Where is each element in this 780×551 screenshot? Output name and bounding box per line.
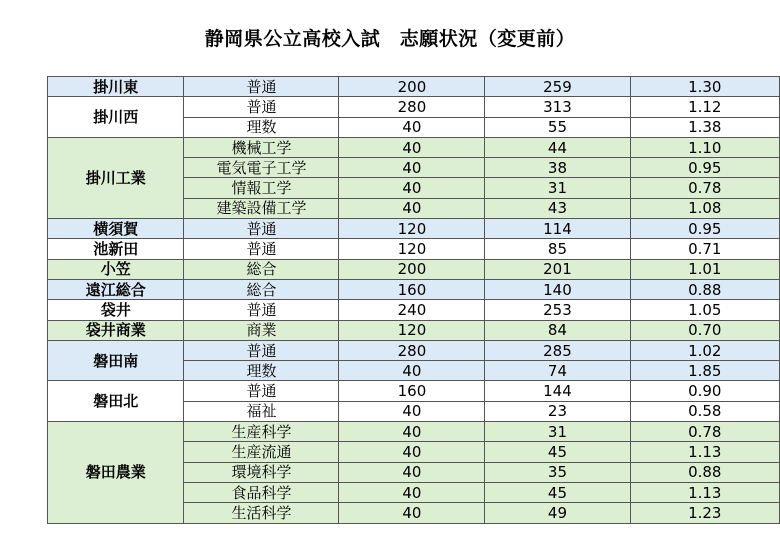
course-cell: 建築設備工学: [184, 198, 339, 218]
ratio-cell: 0.88: [630, 279, 779, 299]
applicants-cell: 201: [485, 259, 630, 279]
applicants-cell: 253: [485, 300, 630, 320]
course-cell: 電気電子工学: [184, 158, 339, 178]
capacity-cell: 280: [339, 97, 485, 117]
course-cell: 総合: [184, 279, 339, 299]
school-name-cell: 掛川工業: [48, 137, 184, 218]
applicants-cell: 313: [485, 97, 630, 117]
school-name-cell: 遠江総合: [48, 279, 184, 299]
course-cell: 普通: [184, 239, 339, 259]
ratio-cell: 1.12: [630, 97, 779, 117]
school-name-cell: 掛川西: [48, 97, 184, 138]
table-row: [48, 279, 780, 299]
table-row: [48, 137, 780, 157]
school-name-cell: 横須賀: [48, 219, 184, 239]
ratio-cell: 0.78: [630, 178, 779, 198]
ratio-cell: 0.70: [630, 320, 779, 340]
table-row: [48, 381, 780, 401]
capacity-cell: 160: [339, 279, 485, 299]
capacity-cell: 200: [339, 77, 485, 97]
school-name-cell: 袋井商業: [48, 320, 184, 340]
capacity-cell: 40: [339, 198, 485, 218]
capacity-cell: 40: [339, 178, 485, 198]
applicants-cell: 44: [485, 137, 630, 157]
ratio-cell: 1.08: [630, 198, 779, 218]
applicants-cell: 31: [485, 422, 630, 442]
ratio-cell: 1.13: [630, 482, 779, 502]
school-name-cell: 磐田南: [48, 340, 184, 381]
capacity-cell: 40: [339, 117, 485, 137]
applicants-cell: 259: [485, 77, 630, 97]
applicants-cell: 85: [485, 239, 630, 259]
capacity-cell: 40: [339, 137, 485, 157]
capacity-cell: 120: [339, 239, 485, 259]
applicants-cell: 55: [485, 117, 630, 137]
ratio-cell: 0.90: [630, 381, 779, 401]
course-cell: 生活科学: [184, 503, 339, 523]
course-cell: 理数: [184, 361, 339, 381]
applicants-cell: 74: [485, 361, 630, 381]
course-cell: 普通: [184, 219, 339, 239]
course-cell: 普通: [184, 340, 339, 360]
ratio-cell: 0.95: [630, 158, 779, 178]
course-cell: 普通: [184, 77, 339, 97]
ratio-cell: 1.23: [630, 503, 779, 523]
applicants-cell: 144: [485, 381, 630, 401]
applicants-cell: 45: [485, 482, 630, 502]
course-cell: 普通: [184, 97, 339, 117]
course-cell: 食品科学: [184, 482, 339, 502]
capacity-cell: 40: [339, 361, 485, 381]
ratio-cell: 1.13: [630, 442, 779, 462]
application-status-table: [47, 76, 780, 524]
course-cell: 普通: [184, 381, 339, 401]
ratio-cell: 0.88: [630, 462, 779, 482]
school-name-cell: 袋井: [48, 300, 184, 320]
ratio-cell: 0.58: [630, 401, 779, 421]
table-row: [48, 219, 780, 239]
table-row: [48, 320, 780, 340]
applicants-cell: 43: [485, 198, 630, 218]
applicants-cell: 23: [485, 401, 630, 421]
course-cell: 機械工学: [184, 137, 339, 157]
course-cell: 福祉: [184, 401, 339, 421]
capacity-cell: 160: [339, 381, 485, 401]
applicants-cell: 31: [485, 178, 630, 198]
course-cell: 普通: [184, 300, 339, 320]
school-name-cell: 掛川東: [48, 77, 184, 97]
course-cell: 環境科学: [184, 462, 339, 482]
table-row: [48, 77, 780, 97]
ratio-cell: 0.78: [630, 422, 779, 442]
school-name-cell: 池新田: [48, 239, 184, 259]
school-name-cell: 磐田北: [48, 381, 184, 422]
capacity-cell: 40: [339, 503, 485, 523]
school-name-cell: 小笠: [48, 259, 184, 279]
capacity-cell: 120: [339, 219, 485, 239]
course-cell: 情報工学: [184, 178, 339, 198]
table-row: [48, 340, 780, 360]
ratio-cell: 1.85: [630, 361, 779, 381]
course-cell: 理数: [184, 117, 339, 137]
applicants-cell: 140: [485, 279, 630, 299]
ratio-cell: 1.05: [630, 300, 779, 320]
table-row: [48, 259, 780, 279]
page-title: 静岡県公立高校入試 志願状況（変更前）: [204, 28, 576, 50]
course-cell: 総合: [184, 259, 339, 279]
capacity-cell: 240: [339, 300, 485, 320]
capacity-cell: 40: [339, 422, 485, 442]
applicants-cell: 114: [485, 219, 630, 239]
capacity-cell: 200: [339, 259, 485, 279]
table-row: [48, 97, 780, 117]
table-body: [48, 77, 780, 524]
capacity-cell: 40: [339, 158, 485, 178]
applicants-cell: 49: [485, 503, 630, 523]
ratio-cell: 1.30: [630, 77, 779, 97]
ratio-cell: 1.02: [630, 340, 779, 360]
applicants-cell: 35: [485, 462, 630, 482]
table-row: [48, 422, 780, 442]
course-cell: 商業: [184, 320, 339, 340]
table-row: [48, 300, 780, 320]
capacity-cell: 280: [339, 340, 485, 360]
capacity-cell: 40: [339, 462, 485, 482]
table-row: [48, 239, 780, 259]
ratio-cell: 1.10: [630, 137, 779, 157]
course-cell: 生産流通: [184, 442, 339, 462]
capacity-cell: 120: [339, 320, 485, 340]
ratio-cell: 0.95: [630, 219, 779, 239]
ratio-cell: 0.71: [630, 239, 779, 259]
capacity-cell: 40: [339, 401, 485, 421]
applicants-cell: 45: [485, 442, 630, 462]
applicants-cell: 285: [485, 340, 630, 360]
school-name-cell: 磐田農業: [48, 422, 184, 523]
capacity-cell: 40: [339, 442, 485, 462]
applicants-cell: 84: [485, 320, 630, 340]
capacity-cell: 40: [339, 482, 485, 502]
course-cell: 生産科学: [184, 422, 339, 442]
ratio-cell: 1.38: [630, 117, 779, 137]
ratio-cell: 1.01: [630, 259, 779, 279]
applicants-cell: 38: [485, 158, 630, 178]
